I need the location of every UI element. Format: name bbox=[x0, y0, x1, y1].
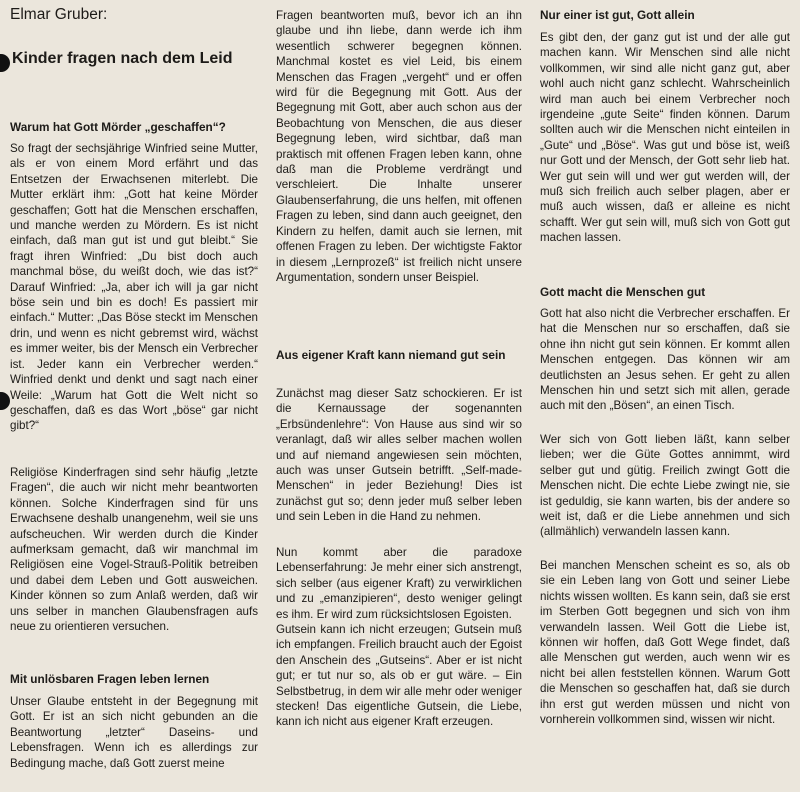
paragraph-kinderfragen: Religiöse Kinderfragen sind sehr häufig „letzte Fragen“, die auch wir nicht mehr beantworten können. Solche Kinderfragen sind für uns Erwachsene deshalb unangenehm, weil sie uns aufscheuchen. Wir werden durch die Kinder aufmerksam gemacht, daß wir manchmal im Religiösen eine Vogel-Strauß-Politik betreiben und dabei dem Leben und Gott ausweichen. Kinder können so zum Anlaß werden, daß wir uns selber in manchen Glaubensfragen aufs neue zu orientieren versuchen. bbox=[10, 466, 258, 634]
punch-hole-top bbox=[0, 54, 10, 72]
author-name: Elmar Gruber: bbox=[10, 6, 108, 23]
heading-warum-moerder: Warum hat Gott Mörder „geschaffen“? bbox=[10, 120, 226, 134]
paragraph-winfried: So fragt der sechsjährige Winfried seine Mutter, als er von einem Mord erfährt und das Entsetzen der Erwachsenen miterlebt. Die Mutter erklärt ihm: „Gott hat keine Mörder geschaffen; Gott hat die Menschen erschaffen, und manche werden zu Mördern. Es ist nicht einfach, daß man gut ist und gut bleibt.“ Sie fragt ihren Winfried: „Du bist doch auch manchmal böse, du weißt doch, wie das ist?“ Darauf Winfried: „Ja, aber ich will ja gar nicht böse sein und bin es doch! Es passiert mir einfach.“ Mutter: „Das Böse steckt im Menschen drin, und wenn es nicht gebremst wird, wächst es immer weiter, bis der Mensch ein Verbrecher ist. Jeder kann ein Verbrecher werden.“ Winfried denkt und denkt und sagt nach einer Weile: „Warum hat Gott die Welt nicht so geschaffen, daß es das Wort „böse“ gar nicht gibt?“ bbox=[10, 142, 258, 433]
punch-hole-middle bbox=[0, 392, 10, 410]
paragraph-fragen-beantworten: Fragen beantworten muß, bevor ich an ihn glaube und ihn liebe, dann werde ich ihm wesentlich schwerer begegnen können. Manchmal kostet es viel Leid, bis einem Menschen das Fragen „vergeht“ und er offen wird für die Begegnung mit Gott. Aus der Begegnung mit Gott, aber auch schon aus der Beobachtung von Menschen, die aus dieser Begegnung leben, wird sichtbar, daß man praktisch mit offenen Fragen leben kann, ohne daß man die Probleme verdrängt und verschleiert. Die Inhalte unserer Glaubenserfahrung, die uns helfen, mit offenen Fragen zu leben, sind dann auch geeignet, den Kindern zu helfen, damit auch sie lernen, mit offenen Fragen zu leben. Der wichtigste Faktor in diesem „Lernprozeß“ ist freilich nicht unsere Argumentation, sondern unser Beispiel. bbox=[276, 9, 522, 284]
paragraph-es-gibt-den: Es gibt den, der ganz gut ist und der alle gut machen kann. Wir Menschen sind alle nicht vollkommen, wir sind alle nicht ganz gut, aber wohl auch nicht ganz schlecht. Wahrscheinlich wird man auch bei einem Verbrecher noch irgendeine „gute Seite“ finden können. Darum sollten auch wir die Menschen nicht einteilen in „Gute“ und „Böse“. Was gut und böse ist, weiß nur Gott und der Mensch, der Gott sehr lieb hat. Wer gut sein will und wer gut werden will, der muß sich freilich auch selber plagen, aber er muß auch wissen, daß er alleine es nicht schafft. Wer gut sein will, muß sich von Gott gut machen lassen. bbox=[540, 31, 790, 245]
heading-gott-macht-gut: Gott macht die Menschen gut bbox=[540, 285, 706, 299]
heading-eigene-kraft: Aus eigener Kraft kann niemand gut sein bbox=[276, 348, 506, 362]
paragraph-manche-menschen: Bei manchen Menschen scheint es so, als ob sie ein Leben lang von Gott und seiner Liebe nichts wissen wollten. Es kann sein, daß sie erst im Sterben Gott begegnen und sich von ihm verwandeln lassen. Weil Gott die Liebe ist, können wir hoffen, daß Gott Wege findet, daß alle Menschen gut werden, auch wenn wir es nicht bei allen feststellen können. Warum Gott die Menschen so geschaffen hat, daß sie durch ihn erst gut werden müssen und nicht von vornherein vollkommen sind, wissen wir nicht. bbox=[540, 559, 790, 727]
paragraph-verbrecher-erschaffen: Gott hat also nicht die Verbrecher erschaffen. Er hat die Menschen nur so erschaffen, daß sie ohne ihn nicht gut sein können. Er kommt allen Menschen entgegen. Das können wir am deutlichsten an Jesus sehen. Er geht zu allen Menschen hin und setzt sich mit allen, gerade auch mit den „Bösen“, an einen Tisch. bbox=[540, 307, 790, 413]
paragraph-von-gott-lieben: Wer sich von Gott lieben läßt, kann selber lieben; wer die Güte Gottes annimmt, wird selber gut und gütig. Freilich zwingt Gott die Menschen nicht. Die echte Liebe zwingt nie, sie ist geduldig, sie kann warten, bis der andere so weit ist, daß er die Liebe annehmen und sich (allmählich) verwandeln lassen kann. bbox=[540, 433, 790, 539]
article-title: Kinder fragen nach dem Leid bbox=[12, 50, 233, 67]
heading-unloesbare-fragen: Mit unlösbaren Fragen leben lernen bbox=[10, 672, 210, 686]
paragraph-glaube: Unser Glaube entsteht in der Begegnung mit Gott. Er ist an sich nicht gebunden an die Beantwortung „letzter“ Daseins- und Lebensfragen. Wenn ich es allerdings zur Bedingung mache, daß Gott zuerst meine bbox=[10, 695, 258, 770]
paragraph-gutsein: Gutsein kann ich nicht erzeugen; Gutsein muß ich empfangen. Freilich braucht auch der Egoist den Anschein des „Gutseins“. Aber er ist nicht gut; er tut nur so, als ob er gut wäre. – Ein Selbstbetrug, in dem wir alle mehr oder weniger stecken! Das eigentliche Gutsein, die Liebe, kann ich nicht aus eigener Kraft erzeugen. bbox=[276, 623, 522, 729]
paragraph-zunaechst: Zunächst mag dieser Satz schockieren. Er ist die Kernaussage der sogenannten „Erbsündenlehre“: Von Hause aus sind wir so veranlagt, daß wir alles selber machen wollen und auf niemand angewiesen sein möchten, auch was unser Gutsein betrifft. „Self-made-Menschen“ in jeder Beziehung! Dies ist zunächst gut so; denn jeder muß selber leben und sein Leben in die Hand zu nehmen. bbox=[276, 387, 522, 524]
heading-nur-einer-gut: Nur einer ist gut, Gott allein bbox=[540, 8, 695, 22]
paragraph-paradoxe-lebenserfahrung: Nun kommt aber die paradoxe Lebenserfahrung: Je mehr einer sich anstrengt, sich selber (aus eigener Kraft) zu verwirklichen und zu „emanzipieren“, desto weniger gelingt es ihm. Er wird zum rücksichtslosen Egoisten. bbox=[276, 546, 522, 621]
